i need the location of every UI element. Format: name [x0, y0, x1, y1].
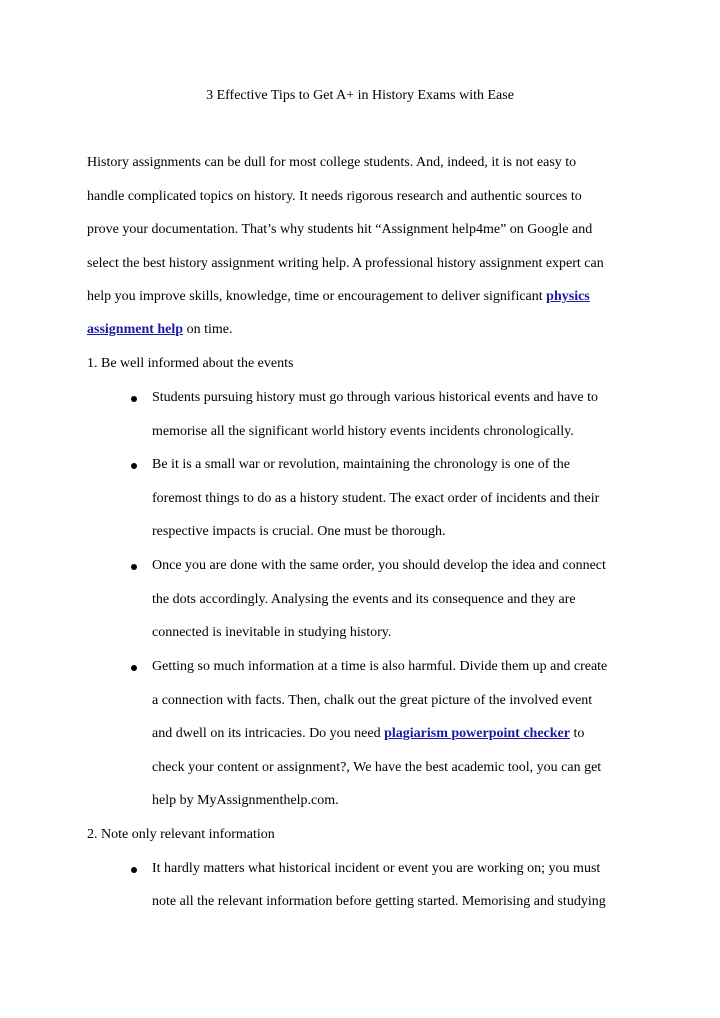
bullet-line: memorise all the significant world history events incidents chronologically.: [152, 424, 574, 439]
bullet-dot: [131, 396, 137, 402]
physics-assignment-help-link-continued[interactable]: assignment help: [87, 322, 184, 337]
bullet-line: the dots accordingly. Analysing the events and its consequence and they are: [152, 592, 576, 607]
bullet-line: Getting so much information at a time is also harmful. Divide them up and create: [152, 659, 608, 674]
bullet-line: respective impacts is crucial. One must be thorough.: [152, 524, 446, 539]
bullet-line: It hardly matters what historical incident or event you are working on; you must: [152, 861, 601, 876]
plagiarism-powerpoint-checker-link[interactable]: plagiarism powerpoint checker: [384, 726, 570, 741]
section-heading: 1. Be well informed about the events: [87, 356, 294, 371]
bullet-dot: [131, 463, 137, 469]
intro-line: [87, 320, 232, 340]
bullet-line: Students pursuing history must go through various historical events and have to: [152, 390, 599, 405]
bullet-line: help by MyAssignmenthelp.com.: [152, 793, 339, 808]
intro-text: help you improve skills, knowledge, time or encouragement to deliver significant: [87, 289, 547, 304]
bullet-line: Once you are done with the same order, you should develop the idea and connect: [152, 558, 606, 573]
bullet-line: foremost things to do as a history student. The exact order of incidents and their: [152, 491, 600, 506]
bullet-line: Be it is a small war or revolution, maintaining the chronology is one of the: [152, 457, 570, 472]
bullet-dot: [131, 867, 137, 873]
physics-assignment-help-link[interactable]: physics: [546, 289, 590, 304]
bullet-dot: [131, 665, 137, 671]
bullet-line: [152, 724, 584, 744]
document-title: 3 Effective Tips to Get A+ in History Exams with Ease: [206, 88, 514, 103]
bullet-line: connected is inevitable in studying history.: [152, 625, 392, 640]
bullet-line: check your content or assignment?, We have the best academic tool, you can get: [152, 760, 602, 775]
intro-text: on time.: [183, 322, 233, 337]
intro-line: [87, 287, 590, 307]
bullet-text: to: [569, 726, 585, 741]
bullet-text: and dwell on its intricacies. Do you need: [152, 726, 385, 741]
bullet-line: note all the relevant information before getting started. Memorising and studying: [152, 894, 606, 909]
section-heading: 2. Note only relevant information: [87, 827, 275, 842]
intro-line: select the best history assignment writing help. A professional history assignment expert can: [87, 256, 604, 271]
bullet-line: a connection with facts. Then, chalk out the great picture of the involved event: [152, 693, 593, 708]
intro-line: handle complicated topics on history. It needs rigorous research and authentic sources to: [87, 189, 582, 204]
bullet-dot: [131, 564, 137, 570]
intro-line: History assignments can be dull for most college students. And, indeed, it is not easy to: [87, 155, 577, 170]
intro-line: prove your documentation. That’s why students hit “Assignment help4me” on Google and: [87, 222, 593, 237]
